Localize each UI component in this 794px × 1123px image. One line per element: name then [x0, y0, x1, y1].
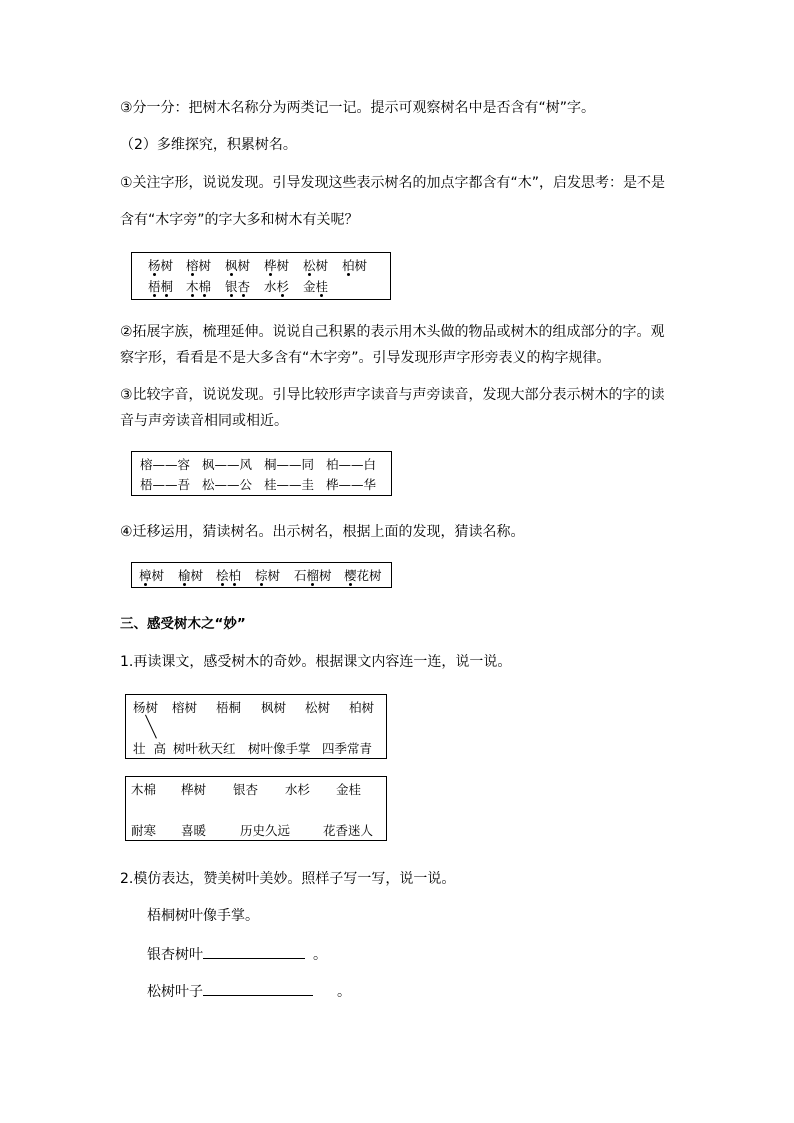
section-heading: 三、感受树木之“妙” [120, 616, 246, 632]
tree-names-box [131, 252, 391, 300]
emphasis-dot [269, 273, 272, 276]
match-bottom-item[interactable]: 耐寒 [131, 823, 157, 838]
task-1-instruction: 1.再读课文，感受树木的奇妙。根据课文内容连一连，说一说。 [120, 654, 512, 670]
match-top-item[interactable]: 桦树 [181, 782, 207, 797]
match-top-item[interactable]: 银杏 [233, 782, 259, 797]
paragraph-transfer-application: ④迁移运用，猜读树名。出示树名，根据上面的发现，猜读名称。 [120, 524, 525, 540]
emphasis-dot [349, 583, 352, 586]
tree-name: 樟树 [139, 568, 165, 583]
emphasis-dot [144, 583, 147, 586]
phonetic-pair: 桐——同 [264, 457, 315, 472]
emphasis-dot [165, 294, 168, 297]
emphasis-dot [153, 294, 156, 297]
emphasis-dot [183, 583, 186, 586]
paragraph-word-family-1: ②拓展字族，梳理延伸。说说自己积累的表示用木头做的物品或树木的组成部分的字。观 [120, 324, 665, 340]
match-bottom-item[interactable]: 树叶像手掌 [248, 741, 311, 756]
emphasis-dot [260, 583, 263, 586]
tree-name: 银杏 [225, 279, 251, 294]
match-bottom-item[interactable]: 树叶秋天红 [173, 741, 236, 756]
match-top-item[interactable]: 柏树 [349, 700, 375, 715]
match-bottom-item[interactable]: 喜暖 [181, 823, 207, 838]
tree-name: 桦树 [264, 258, 290, 273]
emphasis-dot [221, 583, 224, 586]
tree-name: 柏树 [342, 258, 368, 273]
task-2-instruction: 2.模仿表达，赞美树叶美妙。照样子写一写，说一说。 [120, 871, 456, 887]
matching-box-1 [125, 694, 387, 759]
emphasis-dot [191, 294, 194, 297]
tree-name: 榕树 [186, 258, 212, 273]
guess-names-box [131, 562, 392, 588]
tree-name: 杨树 [148, 258, 174, 273]
emphasis-dot [320, 294, 323, 297]
paragraph-explore-heading: （2）多维探究，积累树名。 [120, 137, 297, 153]
paragraph-glyph-observation-1: ①关注字形，说说发现。引导发现这些表示树名的加点字都含有“木”，启发思考：是不是 [120, 175, 666, 191]
match-top-item[interactable]: 木棉 [131, 782, 157, 797]
emphasis-dot [153, 273, 156, 276]
emphasis-dot [281, 294, 284, 297]
match-top-item[interactable]: 松树 [305, 700, 331, 715]
emphasis-dot [308, 273, 311, 276]
fill-in-2-prefix: 松树叶子 [147, 984, 203, 1000]
phonetic-pair: 桂——圭 [264, 477, 315, 492]
phonetic-pair: 梧——吾 [140, 477, 191, 492]
fill-in-1-suffix: 。 [313, 947, 327, 963]
phonetic-pair: 榕——容 [140, 457, 191, 472]
match-bottom-item[interactable]: 壮 高 [133, 741, 166, 756]
match-bottom-item[interactable]: 四季常青 [322, 741, 373, 756]
phonetic-pair: 柏——白 [326, 457, 377, 472]
phonetic-pairs-box [131, 451, 392, 496]
tree-name: 棕树 [255, 568, 281, 583]
match-top-item[interactable]: 金桂 [336, 782, 362, 797]
emphasis-dot [203, 294, 206, 297]
tree-name: 水杉 [264, 279, 290, 294]
phonetic-pair: 桦——华 [326, 477, 377, 492]
fill-in-1-blank[interactable] [203, 944, 305, 959]
tree-name: 樱花树 [344, 568, 382, 583]
tree-name: 桧柏 [216, 568, 242, 583]
tree-name: 枫树 [225, 258, 251, 273]
fill-in-1-prefix: 银杏树叶 [147, 947, 203, 963]
paragraph-sort-trees: ③分一分：把树木名称分为两类记一记。提示可观察树名中是否含有“树”字。 [120, 100, 596, 116]
match-top-item[interactable]: 杨树 [133, 700, 159, 715]
emphasis-dot [233, 583, 236, 586]
emphasis-dot [230, 294, 233, 297]
emphasis-dot [242, 294, 245, 297]
fill-in-2-blank[interactable] [203, 981, 313, 996]
phonetic-pair: 枫——风 [202, 457, 253, 472]
match-bottom-item[interactable]: 历史久远 [240, 823, 291, 838]
paragraph-word-family-2: 察字形，看看是不是大多含有“木字旁”。引导发现形声字形旁表义的构字规律。 [120, 350, 611, 366]
fill-in-2-suffix: 。 [337, 984, 351, 1000]
connecting-line [145, 715, 157, 739]
tree-name: 石榴树 [294, 568, 332, 583]
tree-name: 梧桐 [148, 279, 174, 294]
emphasis-dot [347, 273, 350, 276]
paragraph-glyph-observation-2: 含有“木字旁”的字大多和树木有关呢？ [120, 212, 359, 228]
match-top-item[interactable]: 梧桐 [216, 700, 242, 715]
matching-box-2 [125, 776, 387, 841]
match-top-item[interactable]: 榕树 [172, 700, 198, 715]
emphasis-dot [311, 583, 314, 586]
tree-name: 松树 [303, 258, 329, 273]
paragraph-sound-compare-2: 音与声旁读音相同或相近。 [120, 413, 288, 429]
paragraph-sound-compare-1: ③比较字音，说说发现。引导比较形声字读音与声旁读音，发现大部分表示树木的字的读 [120, 387, 665, 403]
fill-in-1 [147, 944, 327, 965]
tree-name: 金桂 [303, 279, 329, 294]
match-top-item[interactable]: 水杉 [285, 782, 311, 797]
emphasis-dot [230, 273, 233, 276]
fill-in-2 [147, 981, 351, 1002]
match-top-item[interactable]: 枫树 [261, 700, 287, 715]
tree-name: 榆树 [178, 568, 204, 583]
example-sentence: 梧桐树叶像手掌。 [147, 908, 259, 924]
emphasis-dot [191, 273, 194, 276]
phonetic-pair: 松——公 [202, 477, 253, 492]
match-bottom-item[interactable]: 花香迷人 [323, 823, 374, 838]
tree-name: 木棉 [186, 279, 212, 294]
